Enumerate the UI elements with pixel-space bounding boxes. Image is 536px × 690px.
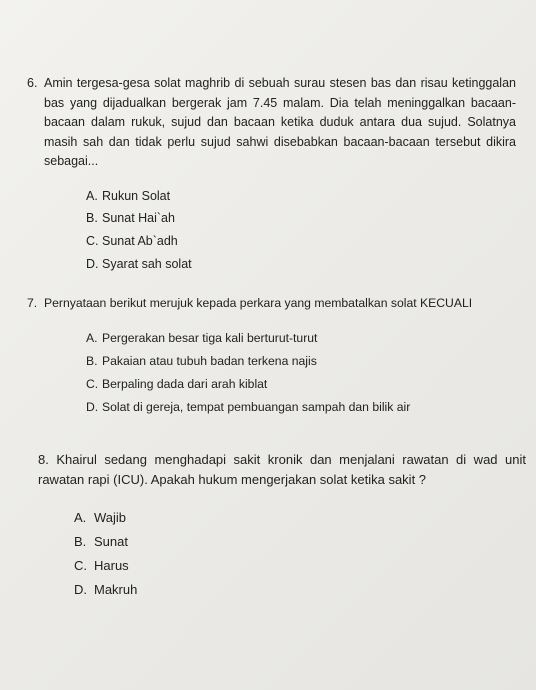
option-a[interactable] xyxy=(86,328,524,351)
option-text: Sunat Hai`ah xyxy=(102,211,175,226)
option-text: Harus xyxy=(94,558,129,573)
option-letter: B. xyxy=(86,353,98,368)
option-letter: A. xyxy=(74,510,87,525)
option-d[interactable] xyxy=(86,253,516,276)
option-text: Makruh xyxy=(94,582,138,597)
option-c[interactable] xyxy=(74,554,526,578)
option-letter: B. xyxy=(74,534,87,549)
option-letter: D. xyxy=(86,399,99,414)
option-text: Sunat xyxy=(94,534,128,549)
option-text: Syarat sah solat xyxy=(102,256,192,271)
option-c[interactable] xyxy=(86,231,516,254)
option-list xyxy=(74,506,526,602)
option-b[interactable] xyxy=(86,208,516,231)
option-text: Wajib xyxy=(94,510,127,525)
option-b[interactable] xyxy=(74,530,526,554)
question-number: 7. xyxy=(27,296,38,310)
option-c[interactable] xyxy=(86,373,524,396)
question-text: Amin tergesa-gesa solat maghrib di sebuah surau stesen bas dan risau ketinggalan bas yang dijadualkan bergerak jam 7.45 malam. Dia telah meninggalkan bacaan-bacaan dalam rukuk, sujud dan bacaan ketika duduk antara dua sujud. Solatnya masih sah dan tidak perlu sujud sahwi disebabkan bacaan-bacaan tersebut dikira sebagai... xyxy=(44,76,516,169)
option-a[interactable] xyxy=(86,185,516,208)
option-letter: A. xyxy=(86,331,98,346)
question-8 xyxy=(38,450,526,602)
option-letter: C. xyxy=(86,376,99,391)
question-text: Khairul sedang menghadapi sakit kronik dan menjalani rawatan di wad unit rawatan rapi (ICU). Apakah hukum mengerjakan solat ketika sakit ? xyxy=(38,452,526,487)
option-text: Solat di gereja, tempat pembuangan sampah dan bilik air xyxy=(102,399,411,414)
option-d[interactable] xyxy=(74,578,526,602)
option-b[interactable] xyxy=(86,350,524,373)
question-6 xyxy=(27,74,516,276)
question-number: 8. xyxy=(38,452,49,467)
option-letter: A. xyxy=(86,188,98,203)
option-letter: B. xyxy=(86,211,98,226)
option-text: Sunat Ab`adh xyxy=(102,234,178,249)
option-text: Berpaling dada dari arah kiblat xyxy=(102,376,268,391)
option-list xyxy=(86,185,516,276)
option-letter: C. xyxy=(74,558,87,573)
option-letter: D. xyxy=(86,256,99,271)
option-text: Pergerakan besar tiga kali berturut-turut xyxy=(102,331,318,346)
option-d[interactable] xyxy=(86,396,524,419)
question-7 xyxy=(27,294,524,419)
option-text: Rukun Solat xyxy=(102,188,171,203)
question-text-block xyxy=(38,450,526,490)
option-letter: D. xyxy=(74,582,87,597)
question-number: 6. xyxy=(27,76,38,90)
option-a[interactable] xyxy=(74,506,526,530)
option-letter: C. xyxy=(86,234,99,249)
option-text: Pakaian atau tubuh badan terkena najis xyxy=(102,353,317,368)
question-text: Pernyataan berikut merujuk kepada perkara yang membatalkan solat KECUALI xyxy=(44,296,473,310)
option-list xyxy=(86,328,524,419)
